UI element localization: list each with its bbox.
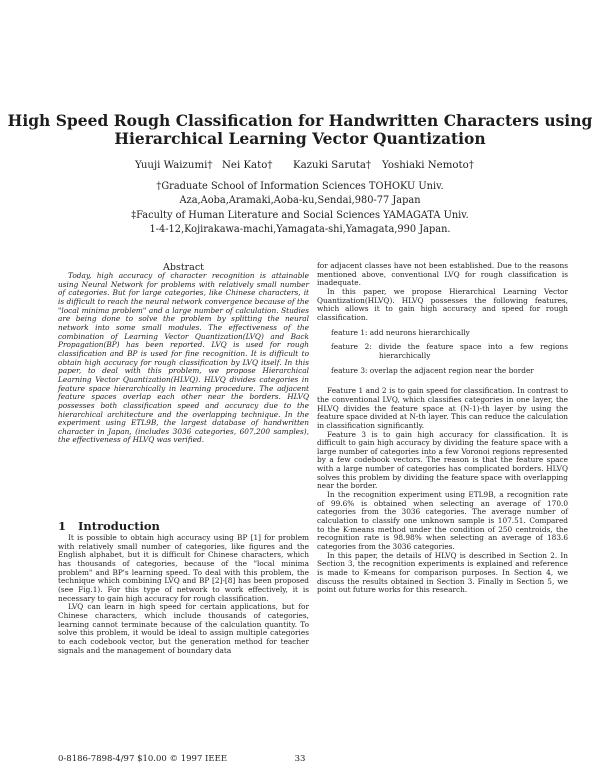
body-paragraph: Feature 1 and 2 is to gain speed for classification. In contrast to the conventional LVQ, which classifies categories in one layer, the HLVQ divides the feature space at (N-1)-th layer by using the feature space divided at N-th layer. This can reduce the calculation in classification significantly. — [317, 386, 568, 430]
body-paragraph: In the recognition experiment using ETL9B, a recognition rate of 99.6% is obtained when selecting an average of 170.0 categories from the 3036 categories. The average number of calculation to classify one unknown sample is 107.51. Compared to the K-means method under the condition of 250 centroids, the recognition rate is 98.98% when selecting an average of 183.6 categories from the 3036 categories. — [317, 490, 568, 552]
section-number: 1 — [58, 519, 67, 533]
section-heading — [58, 519, 172, 533]
affiliation-line: 1-4-12,Kojirakawa-machi,Yamagata-shi,Yamagata,990 Japan. — [149, 223, 451, 235]
body-paragraph: It is possible to obtain high accuracy using BP [1] for problem with relatively small number of categories, like figures and the English alphabet, but it is difficult for Chinese characters, which has thousands of categories, because of the "local minima problem" and BP's learning speed. To deal with this problem, the technique which combining LVQ and BP [2]-[8] has been proposed (see Fig.1). For this type of network to work effectively, it is necessary to gain high accuracy for rough classification. — [58, 533, 309, 603]
footer-isbn: 0-8186-7898-4/97 $10.00 © 1997 IEEE — [58, 754, 228, 764]
affiliation-line: ‡Faculty of Human Literature and Social Sciences YAMAGATA Univ. — [131, 209, 469, 221]
title-line-1: High Speed Rough Classification for Handwritten Characters using — [7, 111, 593, 130]
affiliation-line: Aza,Aoba,Aramaki,Aoba-ku,Sendai,980-77 Japan — [179, 195, 421, 207]
abstract-heading: Abstract — [163, 262, 204, 273]
right-column-body — [317, 262, 568, 595]
body-paragraph: In this paper, we propose Hierarchical Learning Vector Quantization(HLVQ). HLVQ possesses the following features, which allows it to gain high accuracy and speed for rough classification. — [317, 286, 568, 322]
title-line-2: Hierarchical Learning Vector Quantization — [114, 129, 486, 148]
feature-item: feature 1: add neurons hierarchically — [331, 327, 470, 337]
page-number: 33 — [294, 754, 306, 764]
affiliation-line: †Graduate School of Information Sciences TOHOKU Univ. — [156, 181, 444, 192]
abstract-paragraph: Today, high accuracy of character recognition is attainable using Neural Network for problems with relatively small number of categories. But for large categories, like Chinese characters, it is difficult to reach the neural network convergence because of the "local minima problem" and a large number of calculation. Studies are being done to solve the problem by splitting the neural network into some small modules. The effectiveness of the combination of Learning Vector Quantization(LVQ) and Back Propagation(BP) has been reported. LVQ is used for rough classification and BP is used for fine recognition. It is difficult to obtain high accuracy for rough classification by LVQ itself. In this paper, to deal with this problem, we propose Hierarchical Learning Vector Quantization(HLVQ). HLVQ divides categories in feature space hierarchically in learning procedure. The adjacent feature spaces overlap each other near the borders. HLVQ possesses both classification speed and accuracy due to the hierarchical architecture and the overlapping technique. In the experiment using ETL9B, the largest database of handwritten character in Japan, (includes 3036 categories, 607,200 samples), the effectiveness of HLVQ was verified. — [58, 271, 309, 445]
body-paragraph: In this paper, the details of HLVQ is described in Section 2. In Section 3, the recognition experiments is explained and reference is made to K-means for comparison purposes. In Section 4, we discuss the results obtained in Section 3. Finally in Section 5, we point out future works for this research. — [317, 550, 568, 595]
section-title: Introduction — [78, 519, 160, 533]
left-column-body — [58, 534, 309, 655]
body-paragraph: for adjacent classes have not been established. Due to the reasons mentioned above, conventional LVQ for rough classification is inadequate. — [317, 261, 568, 288]
body-paragraph: Feature 3 is to gain high accuracy for classification. It is difficult to gain high accuracy by dividing the feature space with a large number of categories into a few Voronoi regions represented by a few codebook vectors. The reason is that the feature space with a large number of categories has complicated borders. HLVQ solves this problem by dividing the feature space with overlapping near the border. — [317, 429, 568, 491]
feature-item: feature 3: overlap the adjacent region near the border — [331, 365, 534, 375]
abstract-text — [58, 272, 309, 445]
feature-item: feature 2: divide the feature space into a few regions hierarchically — [331, 342, 568, 360]
affiliations — [0, 180, 600, 237]
author-4: Yoshiaki Nemoto† — [382, 160, 474, 171]
author-2: Nei Kato† — [222, 160, 273, 171]
paper-title — [0, 112, 600, 148]
author-1: Yuuji Waizumi† — [135, 160, 213, 171]
author-3: Kazuki Saruta† — [293, 160, 372, 171]
body-paragraph: LVQ can learn in high speed for certain applications, but for Chinese characters, which include thousands of categories, learning cannot terminate because of the calculation quantity. To solve this problem, it would be ideal to assign multiple categories to each codebook vector, but the generation method for teacher signals and the management of boundary data — [58, 602, 309, 655]
